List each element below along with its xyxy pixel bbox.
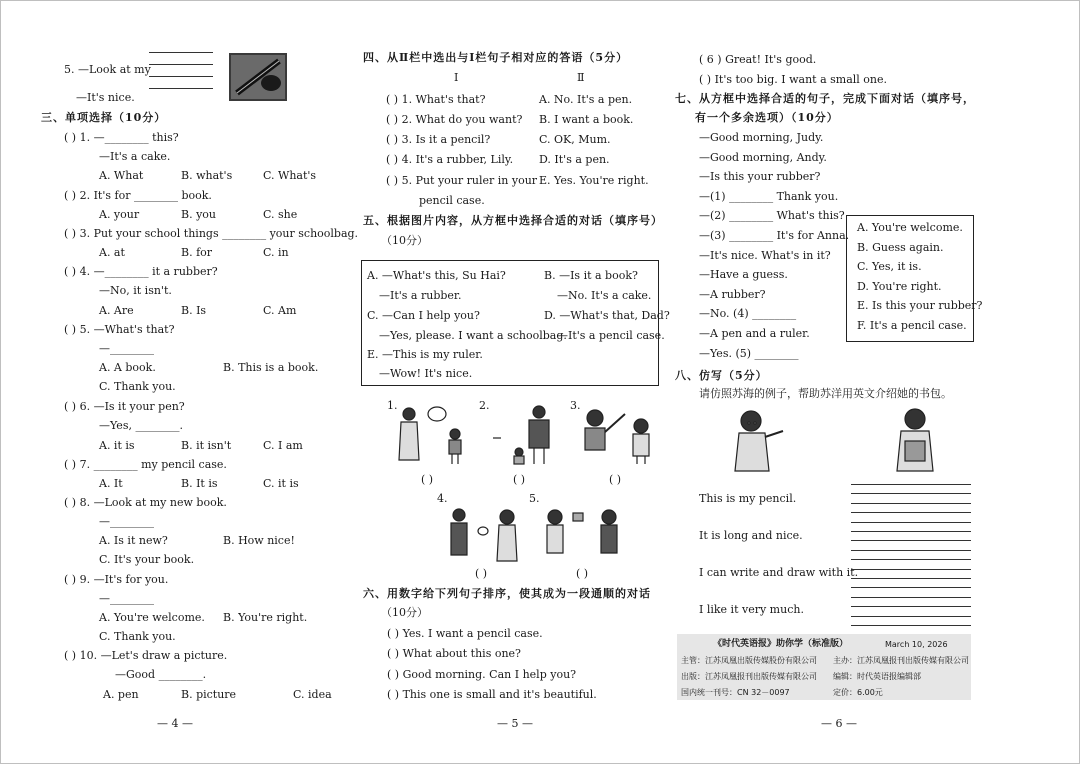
- section-8-title: 八、仿写（5分）: [675, 369, 768, 382]
- dialogue-line-4: —(1) ________ Thank you.: [699, 189, 839, 203]
- box-e1: E. —This is my ruler.: [367, 348, 483, 361]
- match-left-4: ( ) 4. It's a rubber, Lily.: [386, 153, 514, 166]
- footer-editor: 编辑：时代英语报编辑部: [833, 672, 921, 681]
- question-9-option-a: A. You're welcome.: [99, 611, 205, 624]
- writing-line[interactable]: [851, 578, 971, 579]
- match-left-3: ( ) 3. Is it a pencil?: [386, 133, 491, 146]
- answer-line: [149, 88, 213, 89]
- box-b1: B. —Is it a book?: [544, 269, 638, 282]
- order-item-3: ( ) Good morning. Can I help you?: [387, 668, 577, 681]
- q5-stem: 5. —Look at my: [64, 63, 151, 76]
- pic-1-answer[interactable]: ( ): [421, 473, 434, 486]
- order-item-4: ( ) This one is small and it's beautiful.: [387, 688, 597, 701]
- question-5-stem: ( ) 5. —What's that?: [64, 323, 175, 336]
- question-8-option-a: A. Is it new?: [99, 534, 168, 547]
- question-9-stem: ( ) 9. —It's for you.: [64, 573, 169, 586]
- question-9-option-b: B. You're right.: [223, 611, 308, 624]
- box-c2: —Yes, please. I want a schoolbag.: [379, 329, 567, 342]
- writing-line[interactable]: [851, 540, 971, 541]
- footer-title: 《时代英语报》助你学（标准版）: [713, 639, 849, 649]
- question-8-stem: ( ) 8. —Look at my new book.: [64, 496, 227, 509]
- writing-line[interactable]: [851, 587, 971, 588]
- order-item-6: ( ) It's too big. I want a small one.: [699, 73, 888, 86]
- match-right-d: D. It's a pen.: [539, 153, 610, 166]
- box-c1: C. —Can I help you?: [367, 309, 480, 322]
- dialogue-line-9: —A rubber?: [699, 287, 766, 301]
- question-1-stem: ( ) 1. —________ this?: [64, 131, 179, 144]
- question-1-option-c: C. What's: [263, 169, 317, 182]
- dialogue-line-7: —It's nice. What's in it?: [699, 248, 831, 262]
- answer-line: [149, 52, 213, 53]
- picture-4-shop: [445, 505, 521, 565]
- question-10-stem: ( ) 10. —Let's draw a picture.: [64, 649, 228, 662]
- su-yang-figure: [887, 405, 945, 475]
- question-5-context: —________: [99, 342, 154, 355]
- pic-4-answer[interactable]: ( ): [475, 567, 488, 580]
- writing-line[interactable]: [851, 569, 971, 570]
- dialogue-line-5: —(2) ________ What's this?: [699, 209, 845, 223]
- question-3-stem: ( ) 3. Put your school things ________ your schoolbag.: [64, 227, 359, 240]
- answer-line: [149, 76, 213, 77]
- dialogue-line-11: —A pen and a ruler.: [699, 327, 810, 340]
- box-a1: A. —What's this, Su Hai?: [367, 269, 506, 282]
- question-7-option-a: A. It: [99, 477, 123, 490]
- section-6-title: 六、用数字给下列句子排序，使其成为一段通顺的对话: [363, 587, 651, 600]
- question-6-option-b: B. it isn't: [181, 439, 232, 452]
- question-10-option-b: B. picture: [181, 688, 237, 701]
- question-1-option-a: A. What: [99, 169, 144, 182]
- question-4-option-b: B. Is: [181, 304, 207, 317]
- option-c: C. Yes, it is.: [857, 260, 922, 274]
- pic-5-answer[interactable]: ( ): [576, 567, 589, 580]
- box-b2: —No. It's a cake.: [557, 289, 652, 302]
- dialogue-line-1: —Good morning, Judy.: [699, 131, 824, 144]
- question-5-option-c: C. Thank you.: [99, 380, 176, 393]
- order-item-2: ( ) What about this one?: [387, 647, 521, 660]
- pic-label-2: 2.: [479, 399, 490, 412]
- writing-line[interactable]: [851, 616, 971, 617]
- writing-line[interactable]: [851, 597, 971, 598]
- question-10-option-a: A. pen: [103, 688, 139, 701]
- dialogue-line-3: —Is this your rubber?: [699, 170, 821, 184]
- section-5-title: 五、根据图片内容，从方框中选择合适的对话（填序号）: [363, 214, 663, 227]
- pic-label-1: 1.: [387, 399, 398, 412]
- footer-publisher: 出版：江苏凤凰报刊出版传媒有限公司: [681, 672, 817, 681]
- match-left-1: ( ) 1. What's that?: [386, 93, 486, 106]
- page-number-6: — 6 —: [821, 717, 857, 730]
- option-a: A. You're welcome.: [857, 221, 963, 234]
- dialogue-line-12: —Yes. (5) ________: [699, 346, 799, 360]
- example-line-4: I like it very much.: [699, 603, 804, 616]
- question-2-option-a: A. your: [99, 208, 140, 221]
- option-b: B. Guess again.: [857, 240, 944, 254]
- pic-label-4: 4.: [437, 492, 448, 505]
- question-2-stem: ( ) 2. It's for ________ book.: [64, 189, 212, 202]
- writing-line[interactable]: [851, 503, 971, 504]
- question-7-option-c: C. it is: [263, 477, 299, 490]
- question-8-option-c: C. It's your book.: [99, 553, 195, 566]
- section-4-title: 四、从Ⅱ栏中选出与Ⅰ栏句子相对应的答语（5分）: [363, 51, 629, 64]
- question-4-stem: ( ) 4. —________ it a rubber?: [64, 265, 218, 278]
- question-2-option-c: C. she: [263, 208, 298, 221]
- footer-issn: 国内统一刊号：CN 32－0097: [681, 688, 790, 697]
- page-number-5: — 5 —: [497, 717, 533, 730]
- option-f: F. It's a pencil case.: [857, 319, 967, 332]
- match-right-a: A. No. It's a pen.: [539, 93, 633, 106]
- writing-line[interactable]: [851, 484, 971, 485]
- picture-5-girl-and-boy: [543, 505, 623, 565]
- picture-3-boy-with-ruler: [579, 404, 657, 466]
- question-4-context: —No, it isn't.: [99, 284, 172, 297]
- question-4-option-a: A. Are: [99, 304, 134, 317]
- section-5-score: （10分）: [381, 234, 428, 247]
- writing-line[interactable]: [851, 550, 971, 551]
- dialogue-line-2: —Good morning, Andy.: [699, 150, 827, 164]
- box-e2: —Wow! It's nice.: [379, 367, 473, 380]
- box-d1: D. —What's that, Dad?: [544, 309, 670, 322]
- question-4-option-c: C. Am: [263, 304, 297, 317]
- question-7-option-b: B. It is: [181, 477, 218, 490]
- order-item-5: ( 6 ) Great! It's good.: [699, 53, 817, 66]
- match-left-5b: pencil case.: [419, 194, 485, 207]
- question-5-option-a: A. A book.: [99, 361, 156, 374]
- question-5-option-b: B. This is a book.: [223, 361, 319, 374]
- question-6-option-c: C. I am: [263, 439, 303, 452]
- footer-sponsor: 主管：江苏凤凰出版传媒股份有限公司: [681, 656, 817, 665]
- pic-label-5: 5.: [529, 492, 540, 505]
- footer-host: 主办：江苏凤凰报刊出版传媒有限公司: [833, 656, 969, 665]
- footer-price: 定价：6.00元: [833, 688, 883, 697]
- page-number-4: — 4 —: [157, 717, 193, 730]
- q5-reply: —It's nice.: [76, 91, 135, 104]
- su-hai-figure: [729, 407, 787, 475]
- question-6-stem: ( ) 6. —Is it your pen?: [64, 400, 185, 413]
- column-2-label: Ⅱ: [577, 71, 585, 84]
- writing-line[interactable]: [851, 606, 971, 607]
- box-a2: —It's a rubber.: [379, 289, 462, 302]
- section-7-title-line2: 有一个多余选项）（10分）: [695, 111, 839, 124]
- question-3-option-a: A. at: [99, 246, 125, 259]
- example-line-2: It is long and nice.: [699, 529, 803, 542]
- writing-line[interactable]: [851, 522, 971, 523]
- footer-date: March 10, 2026: [885, 640, 948, 649]
- writing-line[interactable]: [851, 512, 971, 513]
- question-8-option-b: B. How nice!: [223, 534, 295, 547]
- option-e: E. Is this your rubber?: [857, 299, 983, 313]
- writing-line[interactable]: [851, 559, 971, 560]
- question-6-option-a: A. it is: [99, 439, 135, 452]
- section-6-score: （10分）: [381, 606, 428, 619]
- section-7-title: 七、从方框中选择合适的句子，完成下面对话（填序号，: [675, 92, 975, 105]
- answer-line: [149, 64, 213, 65]
- dialogue-line-8: —Have a guess.: [699, 268, 788, 282]
- question-9-option-c: C. Thank you.: [99, 630, 176, 643]
- question-10-option-c: C. idea: [293, 688, 332, 701]
- pic-label-3: 3.: [570, 399, 581, 412]
- pic-3-answer[interactable]: ( ): [609, 473, 622, 486]
- question-6-context: —Yes, ________.: [99, 419, 183, 432]
- question-7-stem: ( ) 7. ________ my pencil case.: [64, 458, 227, 471]
- match-left-5: ( ) 5. Put your ruler in your: [386, 174, 538, 187]
- dialogue-line-6: —(3) ________ It's for Anna.: [699, 229, 850, 242]
- section-8-instruction: 请仿照苏海的例子，帮助苏洋用英文介绍她的书包。: [699, 387, 952, 400]
- question-9-context: —________: [99, 592, 154, 605]
- writing-line[interactable]: [851, 531, 971, 532]
- writing-line[interactable]: [851, 493, 971, 494]
- picture-2-dad-and-child: [489, 404, 561, 466]
- example-line-3: I can write and draw with it.: [699, 566, 859, 579]
- pen-picture: [229, 53, 287, 101]
- box-d2: —It's a pencil case.: [557, 329, 665, 342]
- question-10-context: —Good ________.: [115, 668, 207, 681]
- match-right-e: E. Yes. You're right.: [539, 174, 649, 187]
- question-1-option-b: B. what's: [181, 169, 233, 182]
- match-right-b: B. I want a book.: [539, 113, 634, 126]
- match-left-2: ( ) 2. What do you want?: [386, 113, 523, 126]
- question-8-context: —________: [99, 515, 154, 528]
- order-item-1: ( ) Yes. I want a pencil case.: [387, 627, 543, 640]
- writing-line[interactable]: [851, 625, 971, 626]
- pic-2-answer[interactable]: ( ): [513, 473, 526, 486]
- question-3-option-c: C. in: [263, 246, 289, 259]
- question-2-option-b: B. you: [181, 208, 216, 221]
- match-right-c: C. OK, Mum.: [539, 133, 611, 146]
- example-line-1: This is my pencil.: [699, 492, 797, 505]
- question-3-option-b: B. for: [181, 246, 213, 259]
- column-1-label: Ⅰ: [454, 71, 459, 84]
- question-1-context: —It's a cake.: [99, 150, 171, 163]
- picture-1-mother-and-boy: [393, 404, 473, 466]
- section-3-title: 三、单项选择（10分）: [41, 111, 167, 124]
- dialogue-line-10: —No. (4) ________: [699, 307, 797, 321]
- option-d: D. You're right.: [857, 279, 942, 293]
